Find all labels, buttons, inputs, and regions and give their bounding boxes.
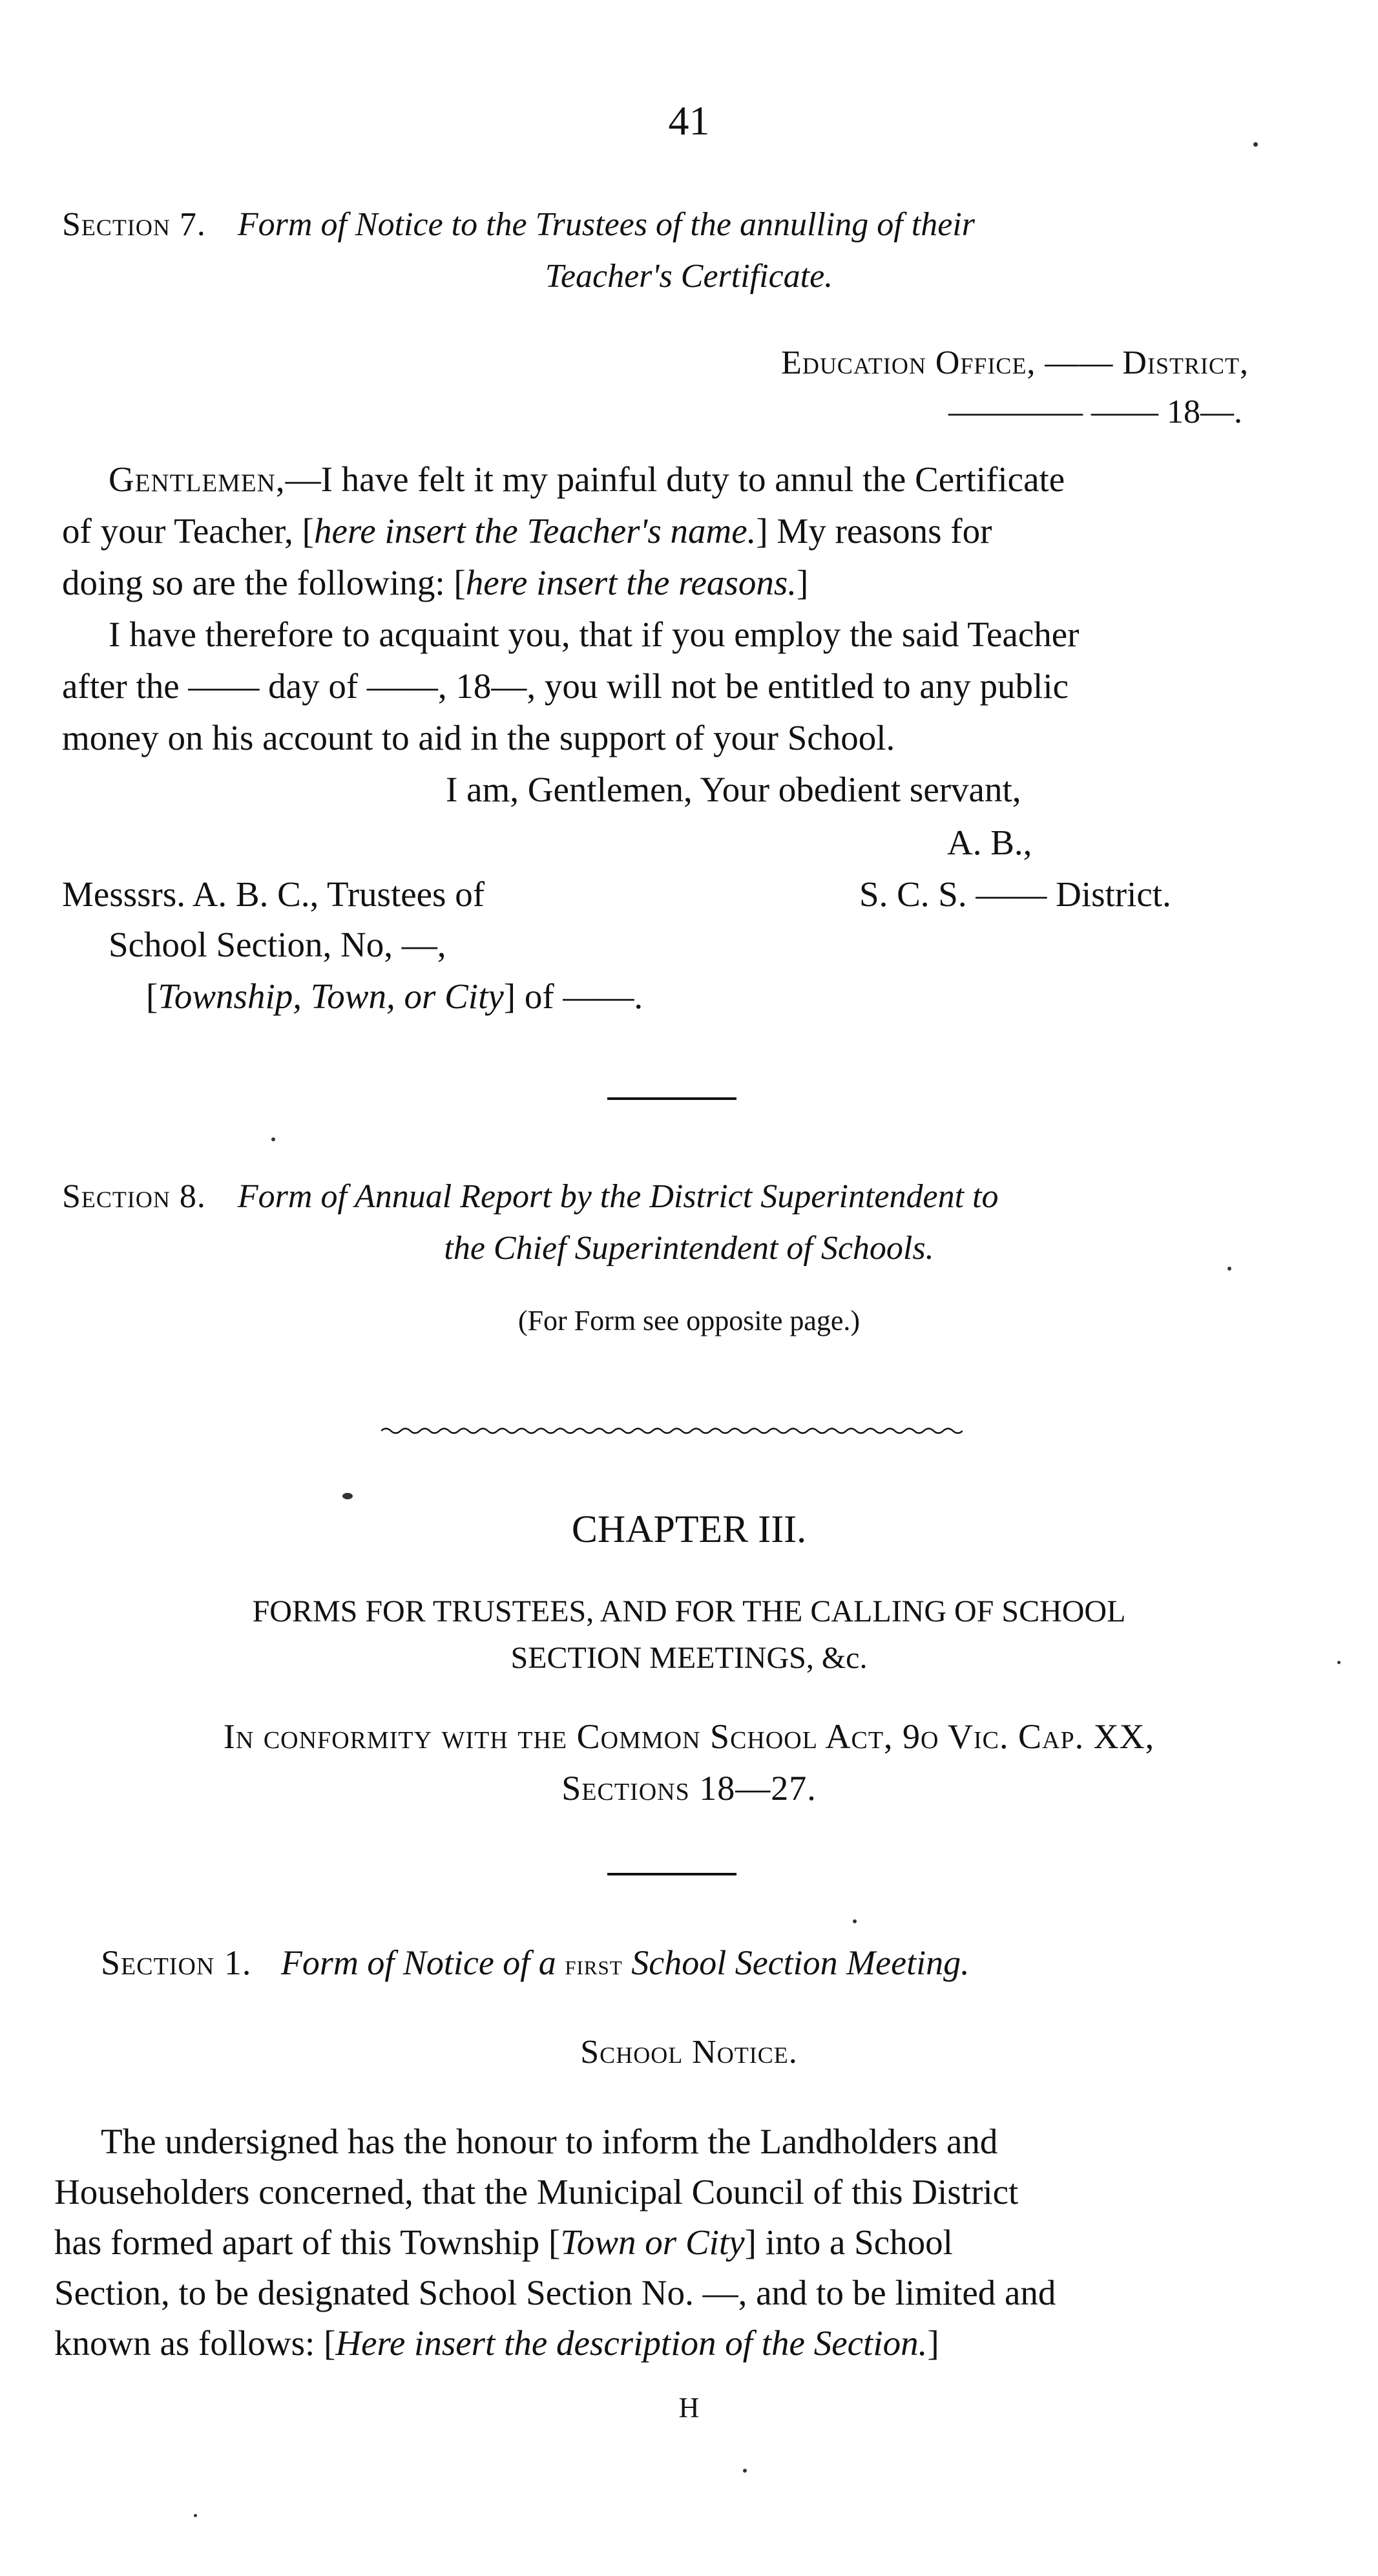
para1-line2-b: ] My reasons for: [756, 511, 992, 551]
section-divider-rule: [607, 1097, 736, 1100]
page-number: 41: [668, 98, 710, 143]
chapter-divider-rule: [607, 1873, 736, 1875]
conformity-line1: In conformity with the Common School Act, 9o Vic. Cap. XX,: [223, 1717, 1155, 1756]
section7-label: Section 7.: [62, 206, 206, 243]
para1-line3-b: ]: [797, 563, 809, 602]
town-or-city-placeholder: Town or City: [560, 2222, 745, 2262]
addressee-line3: [Township, Town, or City] of ——.: [146, 977, 643, 1016]
signature-name: A. B.,: [947, 823, 1032, 862]
notice-para-line3-a: has formed apart of this Township [: [54, 2222, 561, 2262]
para1-line1: [109, 459, 1065, 500]
scan-speck: [194, 2514, 197, 2517]
notice-para-line1: The undersigned has the honour to inform the Landholders and: [101, 2122, 998, 2161]
section1-heading: [101, 1943, 970, 1983]
notice-para-line5-b: ]: [927, 2323, 939, 2363]
scan-speck: [1227, 1267, 1231, 1271]
notice-para-line3-b: ] into a School: [744, 2222, 953, 2262]
section1-title-first: first: [565, 1949, 623, 1981]
closing: I am, Gentlemen, Your obedient servant,: [446, 770, 1021, 809]
school-notice-heading: School Notice.: [580, 2034, 798, 2071]
notice-para-line5-a: known as follows: [: [54, 2323, 336, 2363]
signature-title: S. C. S. —— District.: [859, 874, 1171, 914]
chapter-heading: CHAPTER III.: [571, 1508, 807, 1550]
scan-speck: [1337, 1661, 1341, 1664]
township-placeholder: Township, Town, or City: [158, 977, 504, 1016]
date-line: ———— —— 18—.: [948, 394, 1242, 430]
section7-title-line2: Teacher's Certificate.: [545, 258, 833, 295]
scan-speck: [1253, 142, 1258, 147]
notice-para-line2: Householders concerned, that the Municipal Council of this District: [54, 2172, 1019, 2212]
scan-speck: [271, 1137, 275, 1141]
addressee-line3-rest: ] of ——.: [503, 977, 643, 1016]
para2-line2: after the —— day of ——, 18—, you will not be entitled to any public: [62, 666, 1069, 706]
para2-line1: I have therefore to acquaint you, that if you employ the said Teacher: [109, 615, 1080, 654]
para1-line3-a: doing so are the following: [: [62, 563, 466, 602]
section-description-placeholder: Here insert the description of the Section.: [335, 2323, 928, 2363]
scan-speck: [743, 2469, 747, 2473]
para1-line2: [62, 511, 992, 551]
section8-note: (For Form see opposite page.): [517, 1305, 861, 1336]
addressee-line2: School Section, No, —,: [109, 925, 446, 964]
scan-speck: [342, 1493, 353, 1499]
office-line: Education Office, —— District,: [781, 344, 1249, 381]
reasons-placeholder: here insert the reasons.: [465, 563, 797, 602]
chapter-subtitle-line1: FORMS FOR TRUSTEES, AND FOR THE CALLING OF SCHOOL: [252, 1594, 1126, 1629]
section8-label: Section 8.: [62, 1178, 206, 1215]
para1-line2-a: of your Teacher, [: [62, 511, 314, 551]
salutation: Gentlemen,: [109, 459, 286, 499]
section7-heading: [62, 206, 975, 244]
scan-speck: [853, 1919, 857, 1923]
signature-mark: H: [678, 2392, 700, 2423]
section1-title-a: Form of Notice of a: [280, 1943, 556, 1982]
notice-para-line4: Section, to be designated School Section No. —, and to be limited and: [54, 2273, 1056, 2312]
notice-para-line3: [54, 2222, 953, 2263]
section1-title-b: School Section Meeting.: [631, 1943, 970, 1982]
section8-title-line2: the Chief Superintendent of Schools.: [444, 1230, 934, 1267]
teacher-name-placeholder: here insert the Teacher's name.: [313, 511, 757, 551]
section8-title-line1: Form of Annual Report by the District Superintendent to: [237, 1178, 999, 1215]
para1-line3: [62, 562, 808, 603]
chapter-subtitle-line2: SECTION MEETINGS, &c.: [510, 1641, 868, 1675]
section8-heading: [62, 1177, 998, 1216]
para2-line3: money on his account to aid in the support of your School.: [62, 718, 895, 757]
section7-title-line1: Form of Notice to the Trustees of the annulling of their: [237, 206, 975, 243]
conformity-line2: Sections 18—27.: [561, 1769, 817, 1808]
para1-line1-rest: —I have felt it my painful duty to annul the Certificate: [285, 459, 1065, 499]
wavy-divider: [381, 1426, 963, 1435]
addressee-line1: Messsrs. A. B. C., Trustees of: [62, 874, 485, 914]
notice-para-line5: [54, 2323, 939, 2363]
section1-label: Section 1.: [101, 1943, 252, 1982]
